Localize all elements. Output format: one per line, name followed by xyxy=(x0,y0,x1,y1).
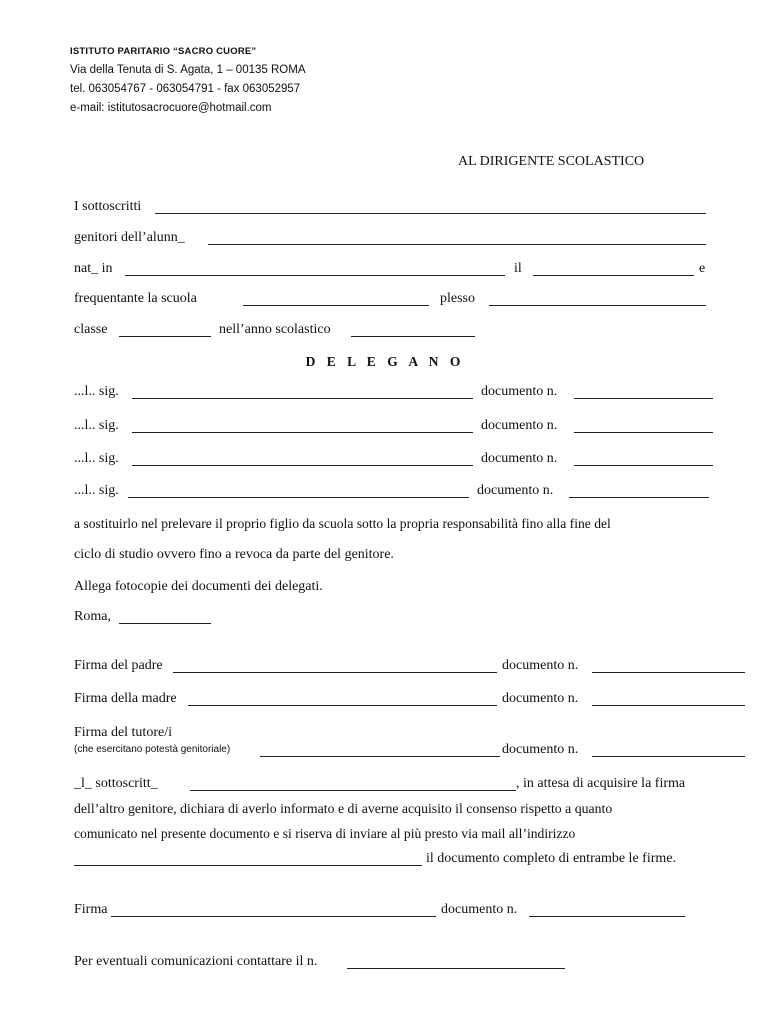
delegate-1-label: ...l.. sig. xyxy=(74,384,119,399)
declaration-line-1a: _l_ sottoscritt_ xyxy=(74,776,158,791)
final-doc-field[interactable] xyxy=(529,916,685,917)
school-year-label: nell’anno scolastico xyxy=(219,322,331,337)
father-doc-label: documento n. xyxy=(502,658,579,673)
delegate-2-doc-label: documento n. xyxy=(481,418,558,433)
delegate-title: D E L E G A N O xyxy=(305,354,465,369)
birthplace-field[interactable] xyxy=(125,275,505,276)
final-signature-field[interactable] xyxy=(111,916,436,917)
declaration-line-3: comunicato nel presente documento e si riserva di inviare al più presto via mail all’indirizzo xyxy=(74,826,576,841)
delegate-4-doc-field[interactable] xyxy=(569,497,709,498)
delegate-2-name-field[interactable] xyxy=(132,432,473,433)
body-line-2: ciclo di studio ovvero fino a revoca da parte del genitore. xyxy=(74,547,394,562)
date-field[interactable] xyxy=(119,623,211,624)
place-label: Roma, xyxy=(74,609,111,624)
school-header xyxy=(70,42,306,118)
birthdate-field[interactable] xyxy=(533,275,694,276)
attachment-text: Allega fotocopie dei documenti dei delegati. xyxy=(74,579,323,594)
declaration-line-1b: , in attesa di acquisire la firma xyxy=(516,776,686,791)
branch-label: plesso xyxy=(440,291,475,306)
undersigned-label: I sottoscritti xyxy=(74,199,142,214)
delegate-1-doc-label: documento n. xyxy=(481,384,558,399)
school-address: Via della Tenuta di S. Agata, 1 – 00135 ROMA xyxy=(70,64,306,76)
attending-label: frequentante la scuola xyxy=(74,291,197,306)
delegate-3-label: ...l.. sig. xyxy=(74,451,119,466)
mother-doc-label: documento n. xyxy=(502,691,579,706)
school-name: ISTITUTO PARITARIO “SACRO CUORE” xyxy=(70,46,257,57)
school-field[interactable] xyxy=(243,305,429,306)
school-email: e-mail: istitutosacrocuore@hotmail.com xyxy=(70,102,272,114)
declaration-line-4: il documento completo di entrambe le firme. xyxy=(426,851,676,866)
father-signature-label: Firma del padre xyxy=(74,658,163,673)
guardian-note: (che esercitano potestà genitoriale) xyxy=(74,744,231,755)
born-label: nat_ in xyxy=(74,261,113,276)
father-signature-field[interactable] xyxy=(173,672,497,673)
delegate-4-label: ...l.. sig. xyxy=(74,483,119,498)
delegate-3-doc-field[interactable] xyxy=(574,465,713,466)
undersigned-field[interactable] xyxy=(155,213,706,214)
guardian-signature-label: Firma del tutore/i xyxy=(74,725,172,740)
guardian-doc-field[interactable] xyxy=(592,756,745,757)
school-year-field[interactable] xyxy=(351,336,475,337)
delegate-4-doc-label: documento n. xyxy=(477,483,554,498)
final-doc-label: documento n. xyxy=(441,902,518,917)
guardian-signature-field[interactable] xyxy=(260,756,500,757)
declarant-name-field[interactable] xyxy=(190,790,516,791)
email-field[interactable] xyxy=(74,865,422,866)
delegate-4-name-field[interactable] xyxy=(128,497,469,498)
body-line-1: a sostituirlo nel prelevare il proprio figlio da scuola sotto la propria responsabilità fino alla fine del xyxy=(74,516,611,531)
declaration-line-2: dell’altro genitore, dichiara di averlo informato e di averne acquisito il consenso rispetto a quanto xyxy=(74,801,613,816)
mother-signature-field[interactable] xyxy=(188,705,497,706)
born-and-label: e xyxy=(699,261,706,276)
father-doc-field[interactable] xyxy=(592,672,745,673)
guardian-doc-label: documento n. xyxy=(502,742,579,757)
delegate-2-doc-field[interactable] xyxy=(574,432,713,433)
recipient: AL DIRIGENTE SCOLASTICO xyxy=(458,154,645,169)
school-phones: tel. 063054767 - 063054791 - fax 063052957 xyxy=(70,83,301,95)
parents-label: genitori dell’alunn_ xyxy=(74,230,185,245)
delegate-3-doc-label: documento n. xyxy=(481,451,558,466)
mother-doc-field[interactable] xyxy=(592,705,745,706)
mother-signature-label: Firma della madre xyxy=(74,691,177,706)
birthdate-label: il xyxy=(514,261,522,276)
delegate-1-name-field[interactable] xyxy=(132,398,473,399)
class-field[interactable] xyxy=(119,336,211,337)
delegate-3-name-field[interactable] xyxy=(132,465,473,466)
final-signature-label: Firma xyxy=(74,902,108,917)
branch-field[interactable] xyxy=(489,305,706,306)
class-label: classe xyxy=(74,322,108,337)
contact-label: Per eventuali comunicazioni contattare il n. xyxy=(74,954,318,969)
delegate-2-label: ...l.. sig. xyxy=(74,418,119,433)
delegate-1-doc-field[interactable] xyxy=(574,398,713,399)
student-name-field[interactable] xyxy=(208,244,706,245)
contact-number-field[interactable] xyxy=(347,968,565,969)
